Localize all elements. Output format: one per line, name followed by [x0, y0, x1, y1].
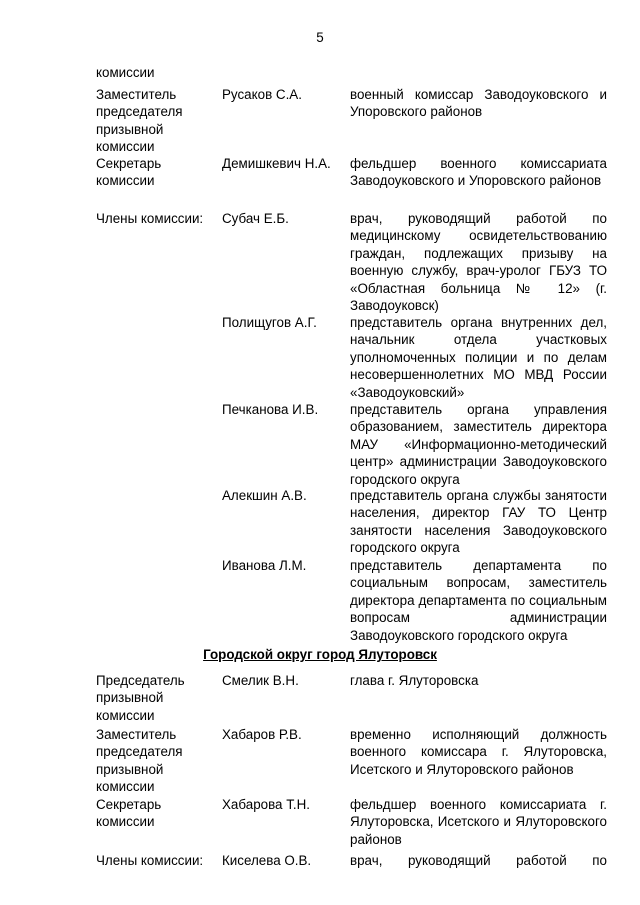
member-description: представитель органа службы занятости населения, директор ГАУ ТО Центр занятости населения Заводоуковского городского округа	[350, 488, 607, 556]
member-description: врач, руководящий работой по медицинскому освидетельствованию граждан, подлежащих призыву на военную службу, врач-уролог ГБУЗ ТО «Областная больница № 12» (г. Заводоуковск)	[350, 211, 607, 314]
role-label: Члены комиссии:	[96, 211, 204, 226]
member-name: Печканова И.В.	[222, 402, 319, 417]
member-description: представитель органа внутренних дел, начальник отдела участковых уполномоченных полиции и по делам несовершеннолетних МО МВД России «Заводоуковский»	[350, 315, 607, 400]
member-description: фельдшер военного комиссариата г. Ялуторовска, Исетского и Ялуторовского районов	[350, 797, 607, 847]
role-label: комиссии	[96, 65, 155, 80]
member-name: Русаков С.А.	[222, 87, 302, 102]
member-name: Алекшин А.В.	[222, 488, 307, 503]
member-name: Полищугов А.Г.	[222, 315, 317, 330]
member-description: представитель департамента по социальным вопросам, заместитель директора департамента по социальным вопросам администрации Заводоуковского городского округа	[350, 558, 607, 643]
member-name: Смелик В.Н.	[222, 673, 299, 688]
page-number: 5	[316, 30, 324, 45]
role-label: Члены комиссии:	[96, 853, 204, 868]
member-name: Демишкевич Н.А.	[222, 156, 331, 171]
member-name: Киселева О.В.	[222, 853, 312, 868]
role-label: Секретарь комиссии	[96, 797, 162, 830]
role-label: Заместитель председателя призывной комиссии	[96, 87, 183, 155]
member-description: врач, руководящий работой по	[350, 853, 607, 868]
role-label: Председатель призывной комиссии	[96, 673, 185, 723]
member-description: временно исполняющий должность военного комиссара г. Ялуторовска, Исетского и Ялуторовского районов	[350, 727, 607, 777]
member-name: Хабарова Т.Н.	[222, 797, 311, 812]
role-label: Заместитель председателя призывной комиссии	[96, 727, 183, 795]
member-description: военный комиссар Заводоуковского и Упоровского районов	[350, 87, 607, 120]
member-description: фельдшер военного комиссариата Заводоуковского и Упоровского районов	[350, 156, 607, 189]
section-title: Городской округ город Ялуторовск	[203, 647, 437, 662]
member-name: Субач Е.Б.	[222, 211, 289, 226]
member-name: Хабаров Р.В.	[222, 727, 302, 742]
member-name: Иванова Л.М.	[222, 558, 307, 573]
member-description: представитель органа управления образованием, заместитель директора МАУ «Информационно-методический центр» администрации Заводоуковского городского округа	[350, 402, 607, 487]
role-label: Секретарь комиссии	[96, 156, 162, 189]
member-description: глава г. Ялуторовска	[350, 673, 479, 688]
